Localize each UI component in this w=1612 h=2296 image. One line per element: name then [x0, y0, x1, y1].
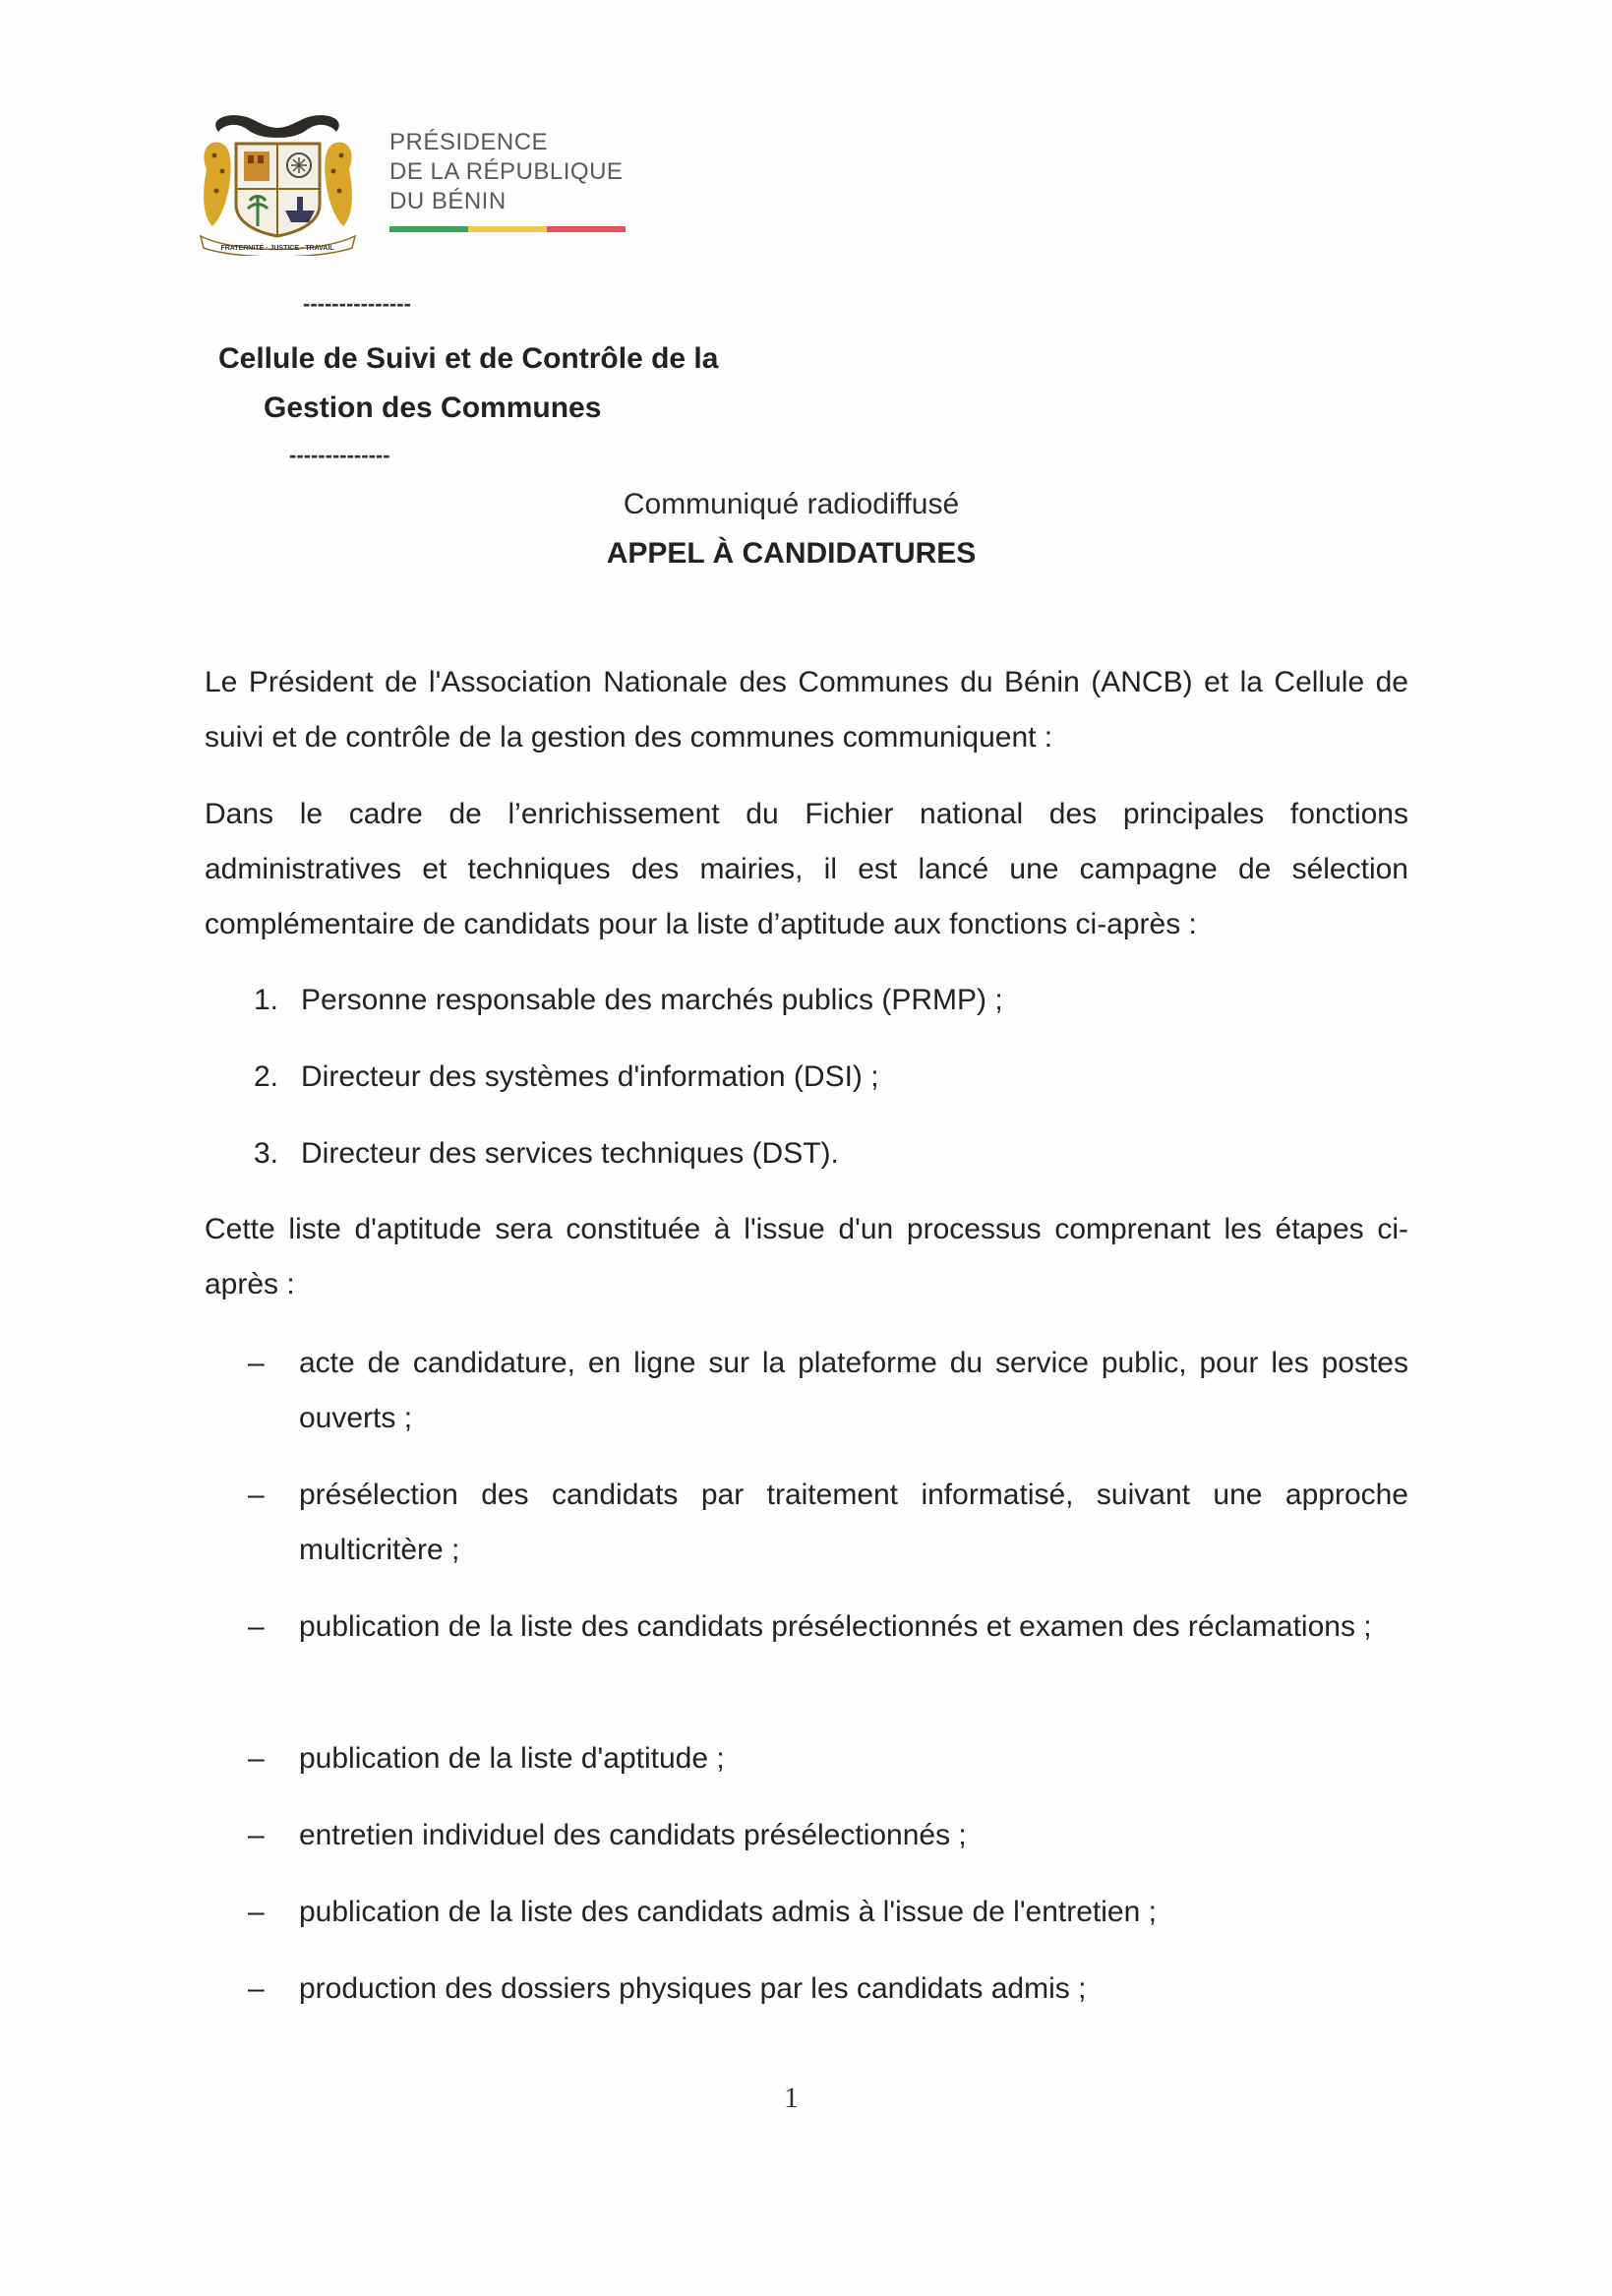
presidence-block [389, 128, 623, 216]
list-item-text: Personne responsable des marchés publics (PRMP) ; [301, 984, 1003, 1016]
bullet-dash: – [248, 1347, 265, 1379]
document-title: APPEL À CANDIDATURES [606, 537, 977, 570]
paragraph-2: Dans le cadre de l’enrichissement du Fichier national des principales fonctions administratives et techniques des mairies, il est lancé une campagne de sélection complémentaire de candidats pour la liste d’aptitude aux fonctions ci-après : [205, 798, 1408, 940]
separator-dashes-bottom: -------------- [289, 443, 390, 467]
list-item-number: 2. [254, 1060, 279, 1093]
list-item [254, 984, 1003, 1017]
benin-coat-of-arms-icon [197, 110, 359, 256]
list-item-number: 3. [254, 1137, 279, 1170]
separator-dashes-top: --------------- [303, 291, 411, 316]
list-item-text: production des dossiers physiques par les candidats admis ; [299, 1972, 1087, 2005]
list-item [248, 1885, 1408, 1940]
list-item [248, 1468, 1408, 1578]
bullet-dash: – [248, 1972, 265, 2005]
list-item-text: Directeur des systèmes d'information (DSI) ; [301, 1060, 879, 1093]
flag-yellow [468, 226, 547, 232]
cellule-line-1: Cellule de Suivi et de Contrôle de la [218, 342, 719, 375]
list-item [248, 1731, 1408, 1786]
flag-red [547, 226, 626, 232]
list-item-number: 1. [254, 984, 279, 1016]
list-item-text: entretien individuel des candidats présélectionnés ; [299, 1819, 967, 1851]
presidence-line: PRÉSIDENCE [389, 129, 549, 155]
bullet-dash: – [248, 1896, 265, 1928]
list-item [248, 1808, 1408, 1863]
presidence-line: DE LA RÉPUBLIQUE [389, 158, 624, 185]
list-item [248, 1600, 1408, 1655]
list-item-text: publication de la liste des candidats admis à l'issue de l'entretien ; [299, 1896, 1157, 1928]
paragraph-1: Le Président de l'Association Nationale des Communes du Bénin (ANCB) et la Cellule de suivi et de contrôle de la gestion des communes communiquent : [205, 666, 1408, 754]
bullet-dash: – [248, 1479, 265, 1511]
list-item [248, 1962, 1408, 2017]
paragraph-3: Cette liste d'aptitude sera constituée à l'issue d'un processus comprenant les étapes ci-après : [205, 1213, 1408, 1300]
bullet-dash: – [248, 1742, 265, 1775]
cellule-heading [218, 334, 718, 433]
bullet-dash: – [248, 1819, 265, 1851]
list-item-text: Directeur des services techniques (DST). [301, 1137, 839, 1170]
list-item-text: publication de la liste des candidats présélectionnés et examen des réclamations ; [299, 1610, 1372, 1643]
list-item-text: présélection des candidats par traitement informatisé, suivant une approche multicritère ; [299, 1479, 1408, 1566]
list-item-text: publication de la liste d'aptitude ; [299, 1742, 725, 1775]
list-item [254, 1060, 879, 1094]
page-number: 1 [784, 2082, 799, 2114]
cellule-line-2: Gestion des Communes [264, 392, 602, 424]
flag-color-bar [389, 226, 626, 232]
list-item [254, 1137, 839, 1171]
subtitle: Communiqué radiodiffusé [623, 488, 960, 520]
list-item [248, 1336, 1408, 1446]
svg-text:FRATERNITÉ · JUSTICE · TRAVAIL: FRATERNITÉ · JUSTICE · TRAVAIL [220, 245, 334, 252]
presidence-line: DU BÉNIN [389, 188, 507, 214]
list-item-text: acte de candidature, en ligne sur la plateforme du service public, pour les postes ouverts ; [299, 1347, 1408, 1434]
bullet-dash: – [248, 1610, 265, 1643]
flag-green [389, 226, 468, 232]
